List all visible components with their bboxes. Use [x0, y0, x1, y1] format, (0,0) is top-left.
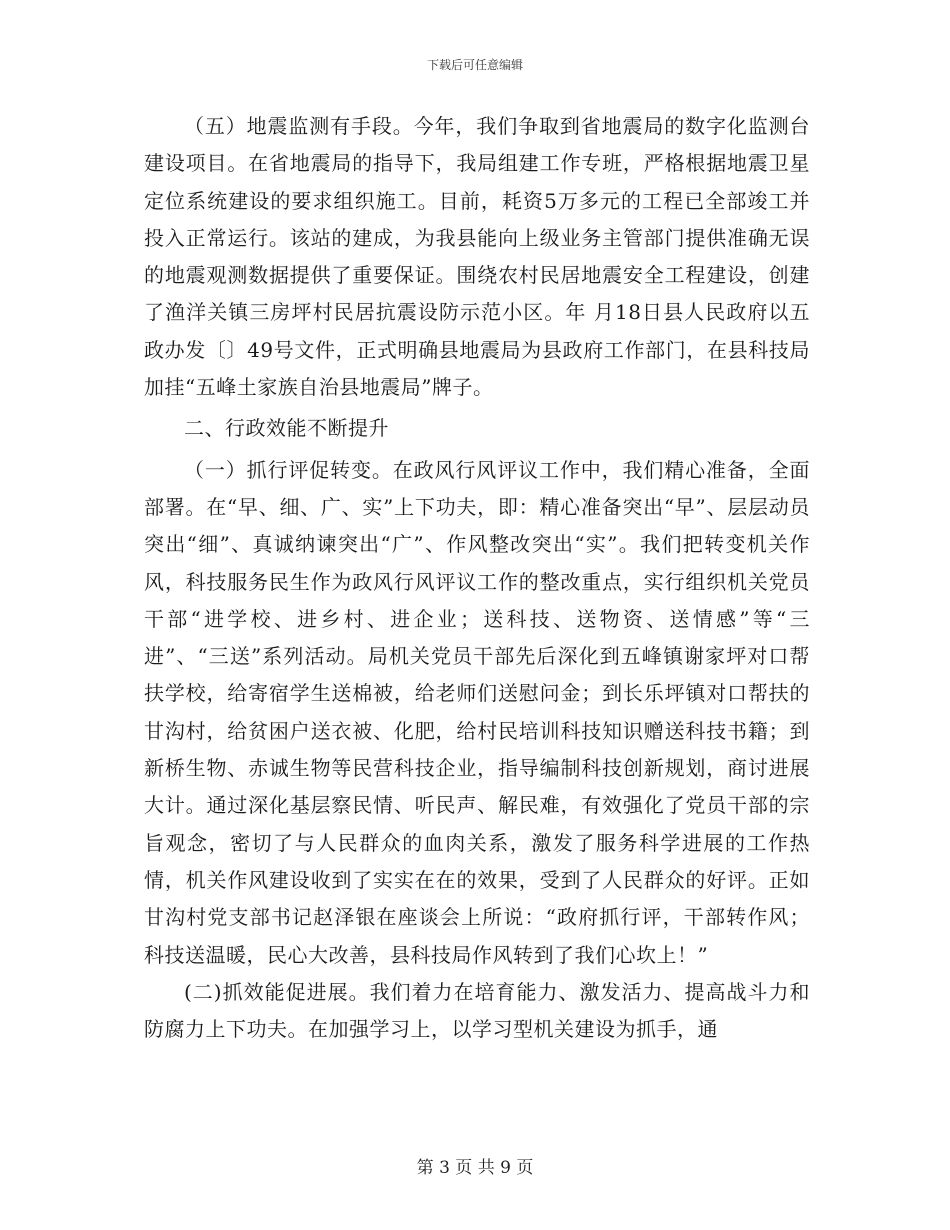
- paragraph-efficiency-progress: (二)抓效能促进展。我们着力在培育能力、激发活力、提高战斗力和防腐力上下功夫。在加强学习上，以学习型机关建设为抓手，通: [144, 979, 810, 1042]
- paragraph-style-review: （一）抓行评促转变。在政风行风评议工作中，我们精心准备，全面部署。在“早、细、广、实”上下功夫，即：精心准备突出“早”、层层动员突出“细”、真诚纳谏突出“广”、作风整改突出“实”。我们把转变机关作风，科技服务民生作为政风行风评议工作的整改重点，实行组织机关党员干部“进学校、进乡村、进企业；送科技、送物资、送情感”等“三进”、“三送”系列活动。局机关党员干部先后深化到五峰镇谢家坪对口帮扶学校，给寄宿学生送棉被，给老师们送慰问金；到长乐坪镇对口帮扶的甘沟村，给贫困户送衣被、化肥，给村民培训科技知识赠送科技书籍；到新桥生物、赤诚生物等民营科技企业，指导编制科技创新规划，商讨进展大计。通过深化基层察民情、听民声、解民难，有效强化了党员干部的宗旨观念，密切了与人民群众的血肉关系，激发了服务科学进展的工作热情，机关作风建设收到了实实在在的效果，受到了人民群众的好评。正如甘沟村党支部书记赵泽银在座谈会上所说：“政府抓行评，干部转作风；科技送温暖，民心大改善，县科技局作风转到了我们心坎上！”: [144, 457, 810, 967]
- document-body: [144, 108, 810, 1048]
- page-number: 第 3 页 共 9 页: [416, 1158, 534, 1178]
- section-heading-admin-efficiency: 二、行政效能不断提升: [184, 416, 389, 441]
- page-header: 下载后可任意编辑: [426, 58, 523, 72]
- paragraph-seismic-monitoring: （五）地震监测有手段。今年，我们争取到省地震局的数字化监测台建设项目。在省地震局的指导下，我局组建工作专班，严格根据地震卫星定位系统建设的要求组织施工。目前，耗资5万多元的工程已全部竣工并投入正常运行。该站的建成，为我县能向上级业务主管部门提供准确无误的地震观测数据提供了重要保证。围绕农村民居地震安全工程建设，创建了渔洋关镇三房坪村民居抗震设防示范小区。年 月18日县人民政府以五政办发〔〕49号文件，正式明确县地震局为县政府工作部门，在县科技局加挂“五峰土家族自治县地震局”牌子。: [144, 114, 810, 400]
